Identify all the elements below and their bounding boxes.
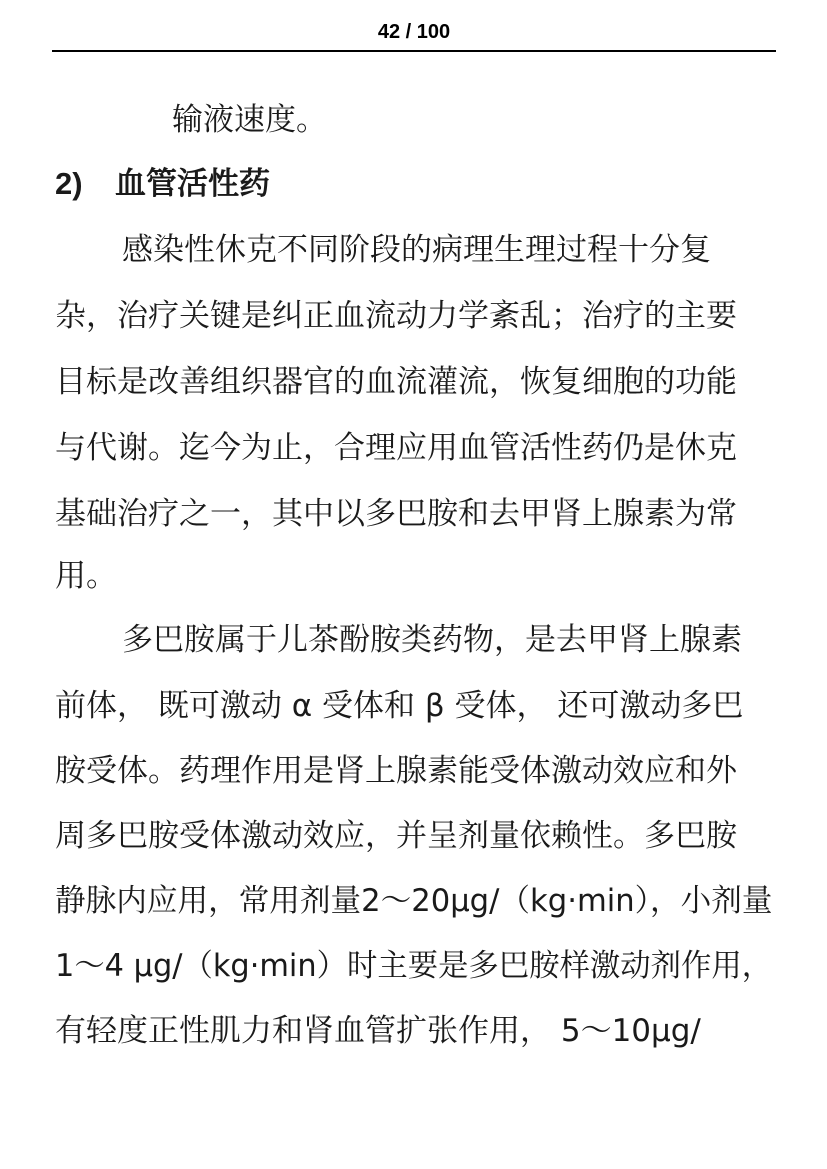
paragraph2-line: 胺受体。药理作用是肾上腺素能受体激动效应和外 <box>55 753 737 789</box>
paragraph1-line: 杂，治疗关键是纠正血流动力学紊乱；治疗的主要 <box>55 298 737 334</box>
paragraph1-line: 与代谢。迄今为止，合理应用血管活性药仍是休克 <box>55 430 737 466</box>
paragraph2-line: 多巴胺属于儿茶酚胺类药物，是去甲肾上腺素 <box>122 622 742 658</box>
paragraph1-line: 基础治疗之一，其中以多巴胺和去甲肾上腺素为常 <box>55 496 737 532</box>
paragraph2-line: 1～4 μg/（kg·min）时主要是多巴胺样激动剂作用， <box>55 948 773 984</box>
paragraph1-line: 感染性休克不同阶段的病理生理过程十分复 <box>122 232 711 268</box>
section-heading <box>55 164 270 204</box>
paragraph2-line: 前体， 既可激动 α 受体和 β 受体， 还可激动多巴 <box>55 688 744 724</box>
continuation-text: 输液速度。 <box>172 102 327 138</box>
paragraph1-line: 用。 <box>55 558 117 594</box>
paragraph2-line: 周多巴胺受体激动效应，并呈剂量依赖性。多巴胺 <box>55 818 737 854</box>
paragraph2-line: 有轻度正性肌力和肾血管扩张作用， 5～10μg/ <box>55 1013 701 1049</box>
section-title: 血管活性药 <box>115 166 270 202</box>
paragraph2-line: 静脉内应用，常用剂量2～20μg/（kg·min），小剂量 <box>55 883 773 919</box>
page-indicator: 42 / 100 <box>377 21 451 43</box>
paragraph1-line: 目标是改善组织器官的血流灌流，恢复细胞的功能 <box>55 364 737 400</box>
page-header <box>52 18 776 52</box>
section-number: 2) <box>55 166 83 201</box>
